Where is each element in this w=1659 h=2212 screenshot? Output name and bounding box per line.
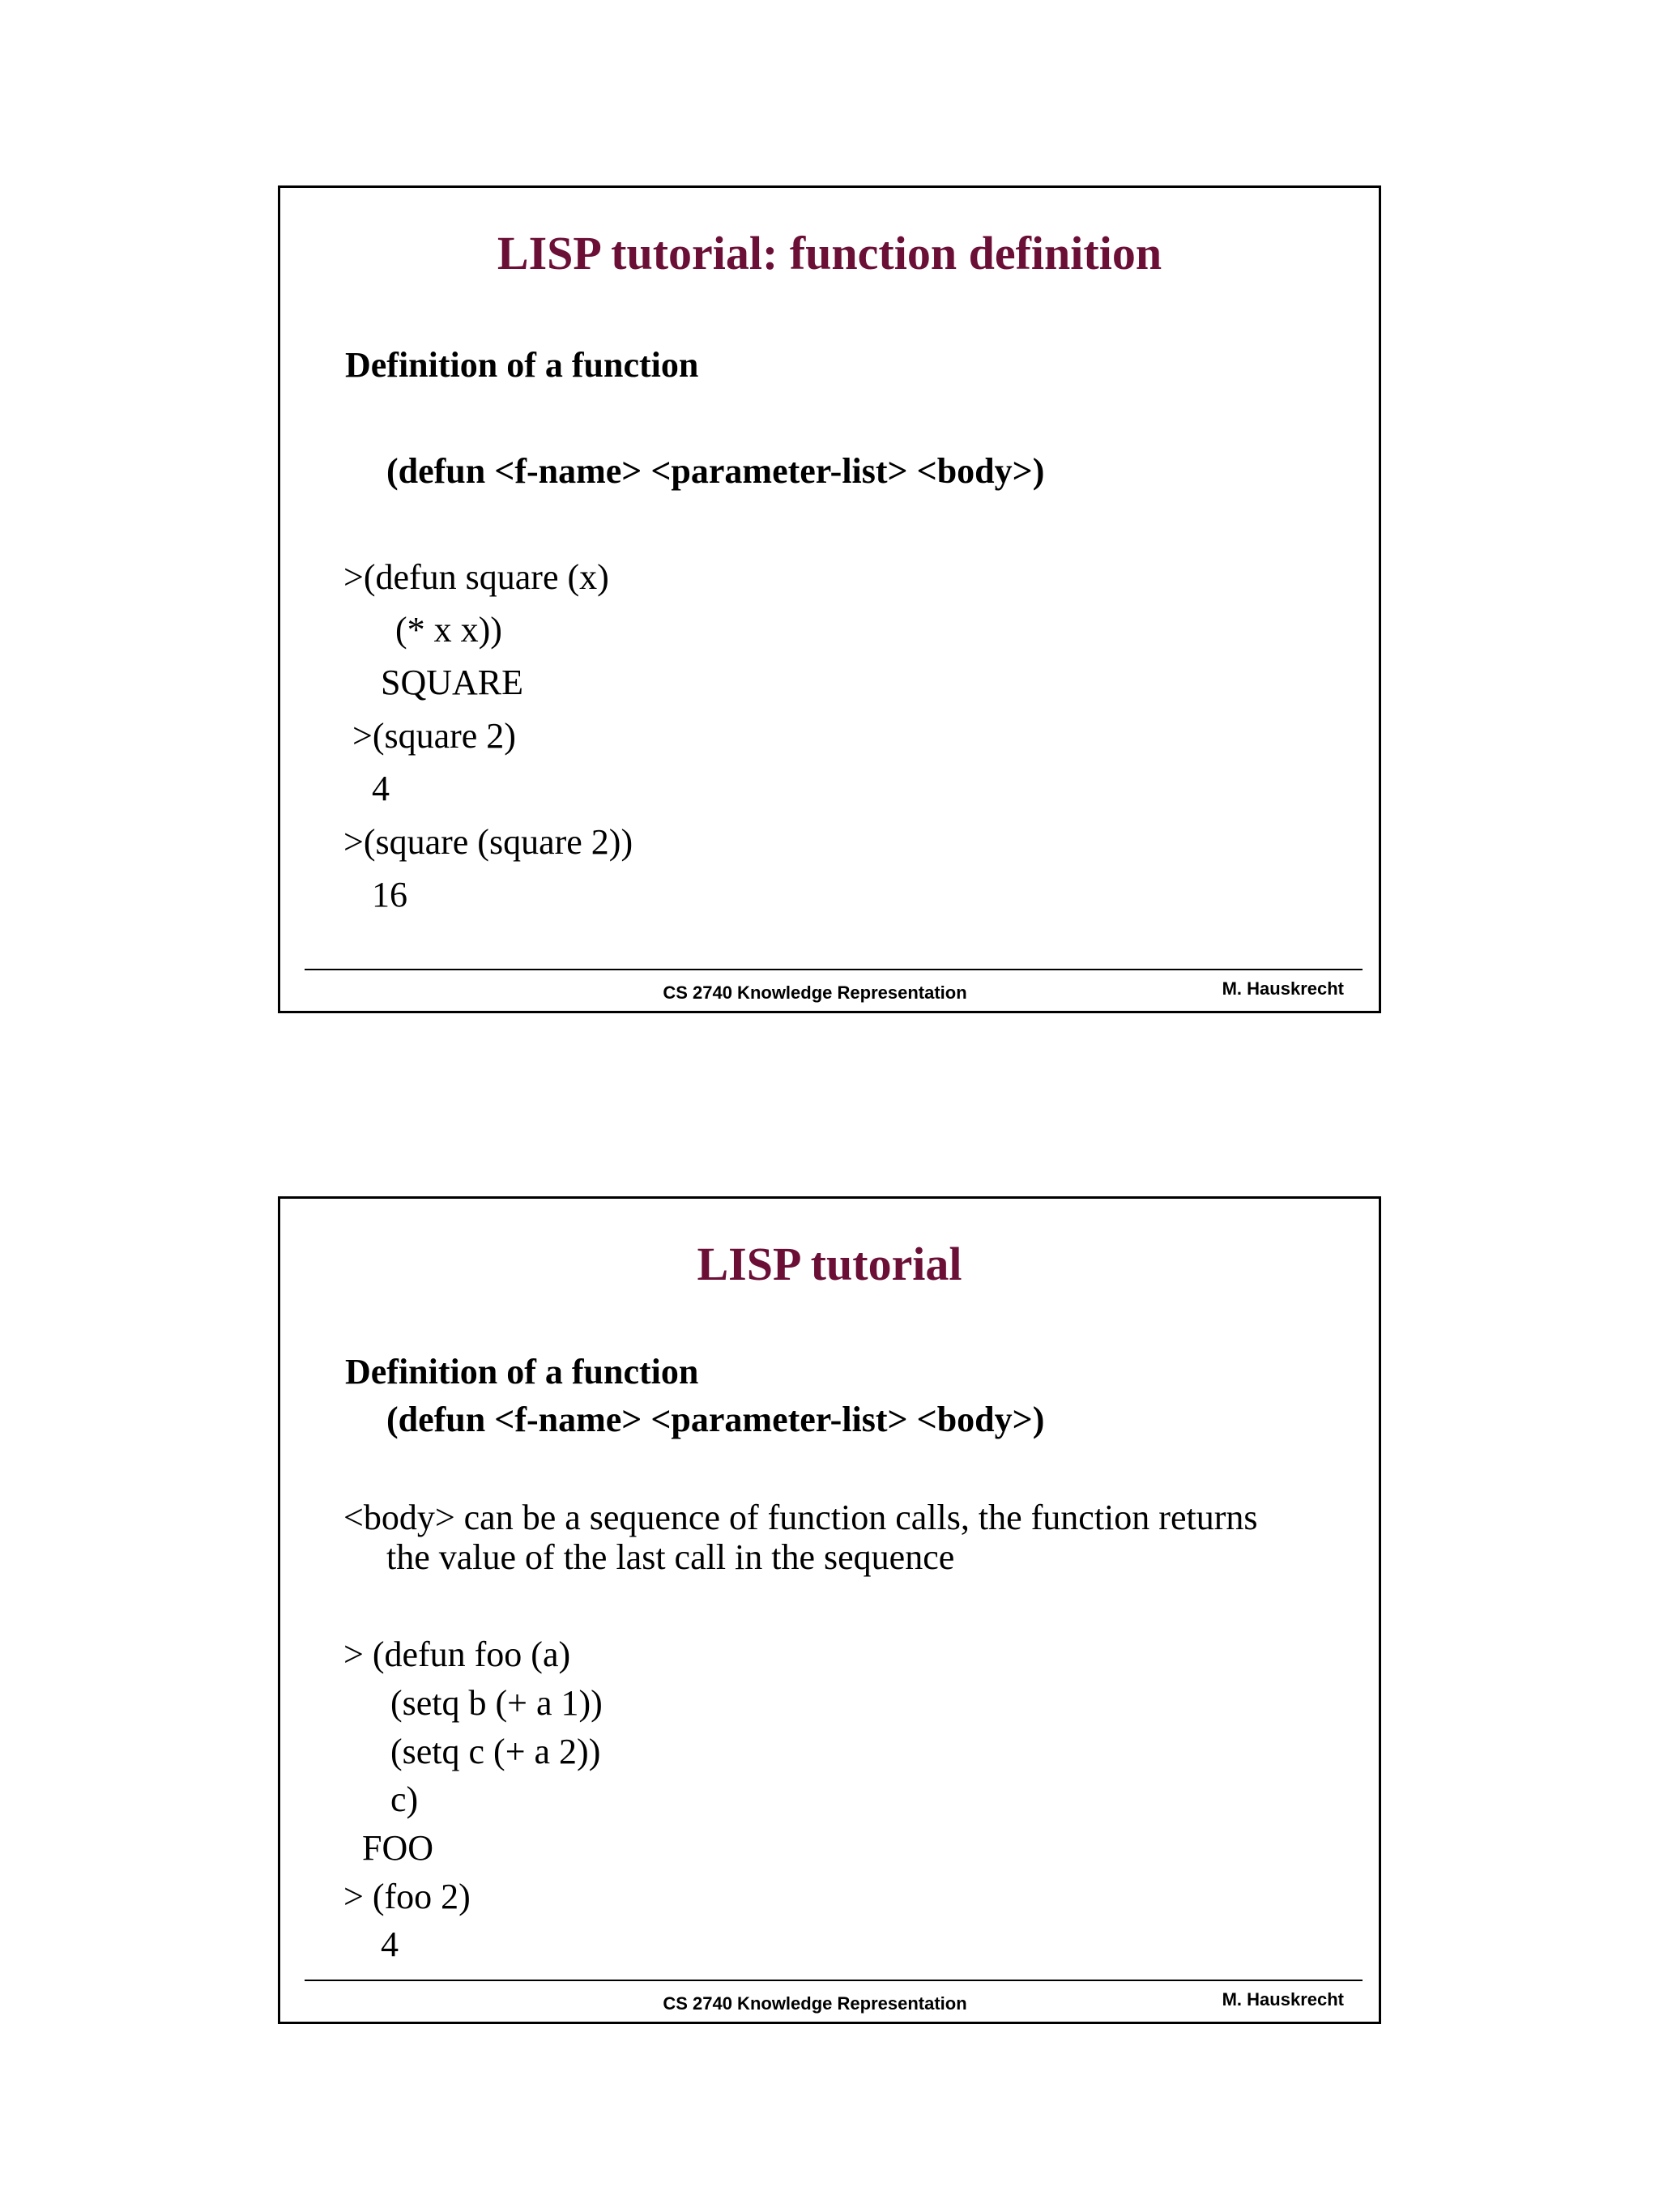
- defun-syntax: (defun <f-name> <parameter-list> <body>): [386, 1400, 1045, 1439]
- code-output: FOO: [362, 1828, 434, 1868]
- footer-author: M. Hauskrecht: [1222, 1989, 1344, 2010]
- code-line: > (foo 2): [343, 1877, 471, 1916]
- code-line: >(square (square 2)): [343, 822, 633, 862]
- code-line: >(square 2): [352, 716, 516, 756]
- code-output: SQUARE: [381, 663, 524, 702]
- slide-lisp-tutorial: [278, 1196, 1381, 2024]
- code-line: (* x x)): [395, 610, 502, 650]
- code-line: (setq c (+ a 2)): [390, 1732, 601, 1771]
- code-line: c): [390, 1779, 419, 1819]
- code-line: (setq b (+ a 1)): [390, 1683, 603, 1723]
- footer-divider: [305, 1980, 1363, 1981]
- footer-divider: [305, 969, 1363, 970]
- defun-syntax: (defun <f-name> <parameter-list> <body>): [386, 451, 1045, 491]
- code-output: 4: [372, 769, 390, 808]
- footer-course: CS 2740 Knowledge Representation: [663, 1993, 967, 2014]
- slide-title: LISP tutorial: [697, 1238, 962, 1290]
- footer-author: M. Hauskrecht: [1222, 978, 1344, 999]
- section-heading: Definition of a function: [345, 345, 699, 385]
- slide-title: LISP tutorial: function definition: [497, 227, 1162, 279]
- paragraph-line: the value of the last call in the sequence: [386, 1537, 955, 1577]
- code-line: >(defun square (x): [343, 557, 609, 597]
- slide-function-definition: [278, 185, 1381, 1013]
- code-output: 4: [381, 1924, 399, 1964]
- footer-course: CS 2740 Knowledge Representation: [663, 982, 967, 1003]
- code-output: 16: [372, 875, 407, 914]
- paragraph-line: <body> can be a sequence of function calls, the function returns: [343, 1498, 1258, 1537]
- code-line: > (defun foo (a): [343, 1634, 571, 1674]
- section-heading: Definition of a function: [345, 1352, 699, 1392]
